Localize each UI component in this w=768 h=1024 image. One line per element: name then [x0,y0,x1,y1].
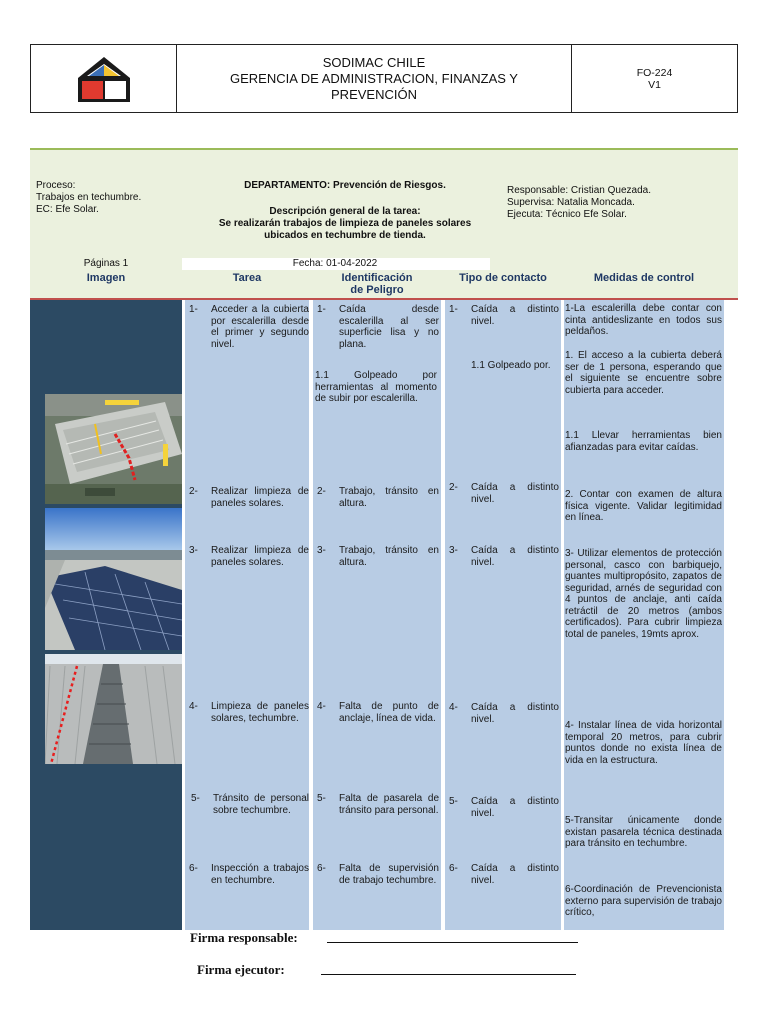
hazard-row-1: 1- Caída desde escalerilla al ser superficie lisa y no plana. [317,304,439,350]
info-band [30,148,738,258]
table-header [30,270,738,300]
executor: Ejecuta: Técnico Efe Solar. [507,209,627,220]
task-row-4: 4- Limpieza de paneles solares, techumbre. [189,701,309,724]
hazard-column [313,300,441,930]
contact-row-1-extra: 1.1 Golpeado por. [471,360,551,371]
hazard-row-2: 2- Trabajo, tránsito en altura. [317,486,439,509]
aerial-roof-photo [45,394,182,504]
description-line-2: ubicados en techumbre de tienda. [264,230,426,241]
column-controls: Medidas de control [593,272,695,284]
process-info [36,180,141,216]
contact-row-6: 6- Caída a distinto nivel. [449,863,559,886]
description-title: Descripción general de la tarea: [269,206,421,217]
department-heading [200,180,490,192]
control-1-access: 1. El acceso a la cubierta deberá ser de 1 persona, esperando que el siguiente se encuentre sobre cubierta para acceder. [565,350,722,396]
task-description [200,180,490,242]
contact-column [445,300,561,930]
department-line-1: GERENCIA DE ADMINISTRACION, FINANZAS Y [230,70,518,86]
task-row-6: 6- Inspección a trabajos en techumbre. [189,863,309,886]
header-title [177,45,572,112]
column-task: Tarea [232,272,262,284]
task-row-2: 2- Realizar limpieza de paneles solares. [189,486,309,509]
contact-row-2: 2- Caída a distinto nivel. [449,482,559,505]
description-line-1: Se realizarán trabajos de limpieza de paneles solares [218,218,472,229]
company-logo [31,45,177,112]
control-4: 4- Instalar línea de vida horizontal temporal 20 metros, para cubrir puntos donde no exista línea de vida en la estructura. [565,720,722,766]
image-column [30,300,182,930]
contact-row-4: 4- Caída a distinto nivel. [449,702,559,725]
contact-row-3: 3- Caída a distinto nivel. [449,545,559,568]
process-label: Proceso: [36,180,76,191]
house-logo-icon [73,54,135,104]
form-version: V1 [648,78,661,91]
hazard-row-1-extra: 1.1 Golpeado por herramientas al momento de subir por escalerilla. [315,370,437,404]
column-hazard-line-1: Identificación [341,272,413,284]
hazard-row-3: 3- Trabajo, tránsito en altura. [317,545,439,568]
signature-executor-label: Firma ejecutor: [197,962,285,977]
solar-panels-photo [45,508,182,650]
risk-table [30,300,738,930]
responsible: Responsable: Cristian Quezada. [507,185,651,196]
process-value: Trabajos en techumbre. [36,192,142,203]
control-1-1: 1.1 Llevar herramientas bien afianzadas para evitar caídas. [565,430,722,453]
hazard-row-4: 4- Falta de punto de anclaje, línea de vida. [317,701,439,724]
control-1: 1-La escalerilla debe contar con cinta antideslizante en todos sus peldaños. [565,303,722,337]
signature-executor-line[interactable] [321,974,576,975]
form-code-box [572,45,737,112]
signature-responsible-label: Firma responsable: [190,930,298,945]
column-image: Imagen [86,272,126,284]
task-column [185,300,309,930]
column-hazard-line-2: de Peligro [350,284,404,296]
contact-row-1: 1- Caída a distinto nivel. [449,304,559,327]
pages-date-row [30,258,738,270]
roof-walkway-photo [45,654,182,764]
signature-responsible-line[interactable] [327,942,578,943]
controls-column [564,300,724,930]
document-header [30,44,738,113]
department-line-2: PREVENCIÓN [331,86,417,102]
column-hazard [313,272,441,296]
responsibles [507,185,651,221]
control-5: 5-Transitar únicamente donde existan pasarela técnica destinada para tránsito en techumbre. [565,815,722,849]
document-date: Fecha: 01-04-2022 [292,258,378,269]
department-label: DEPARTAMENTO: [244,180,331,191]
control-3: 3- Utilizar elementos de protección personal, casco con barbiquejo, guantes multipropósito, zapatos de seguridad, arnés de seguridad con 4 puntos de anclaje, anti caída retráctil de 20 metros (ambos certificados). Para cubrir limpieza total de paneles, 19mts aprox. [565,548,722,640]
control-2: 2. Contar con examen de altura física vigente. Validar legitimidad en línea. [565,489,722,523]
task-row-1: 1- Acceder a la cubierta por escalerilla desde el primer y segundo nivel. [189,304,309,350]
hazard-row-6: 6- Falta de supervisión de trabajo techumbre. [317,863,439,886]
task-row-3: 3- Realizar limpieza de paneles solares. [189,545,309,568]
supervisor: Supervisa: Natalia Moncada. [507,197,635,208]
pages-count: Páginas 1 [30,258,182,270]
task-row-5: 5- Tránsito de personal sobre techumbre. [191,793,309,816]
department-value: Prevención de Riesgos. [333,180,446,191]
form-code: FO-224 [636,66,673,79]
hazard-row-5: 5- Falta de pasarela de tránsito para personal. [317,793,439,816]
column-contact: Tipo de contacto [459,272,547,284]
ec-value: EC: Efe Solar. [36,204,99,215]
contact-row-5: 5- Caída a distinto nivel. [449,796,559,819]
control-6: 6-Coordinación de Prevencionista externo para supervisión de trabajo crítico, [565,884,722,918]
company-name: SODIMAC CHILE [322,54,426,70]
